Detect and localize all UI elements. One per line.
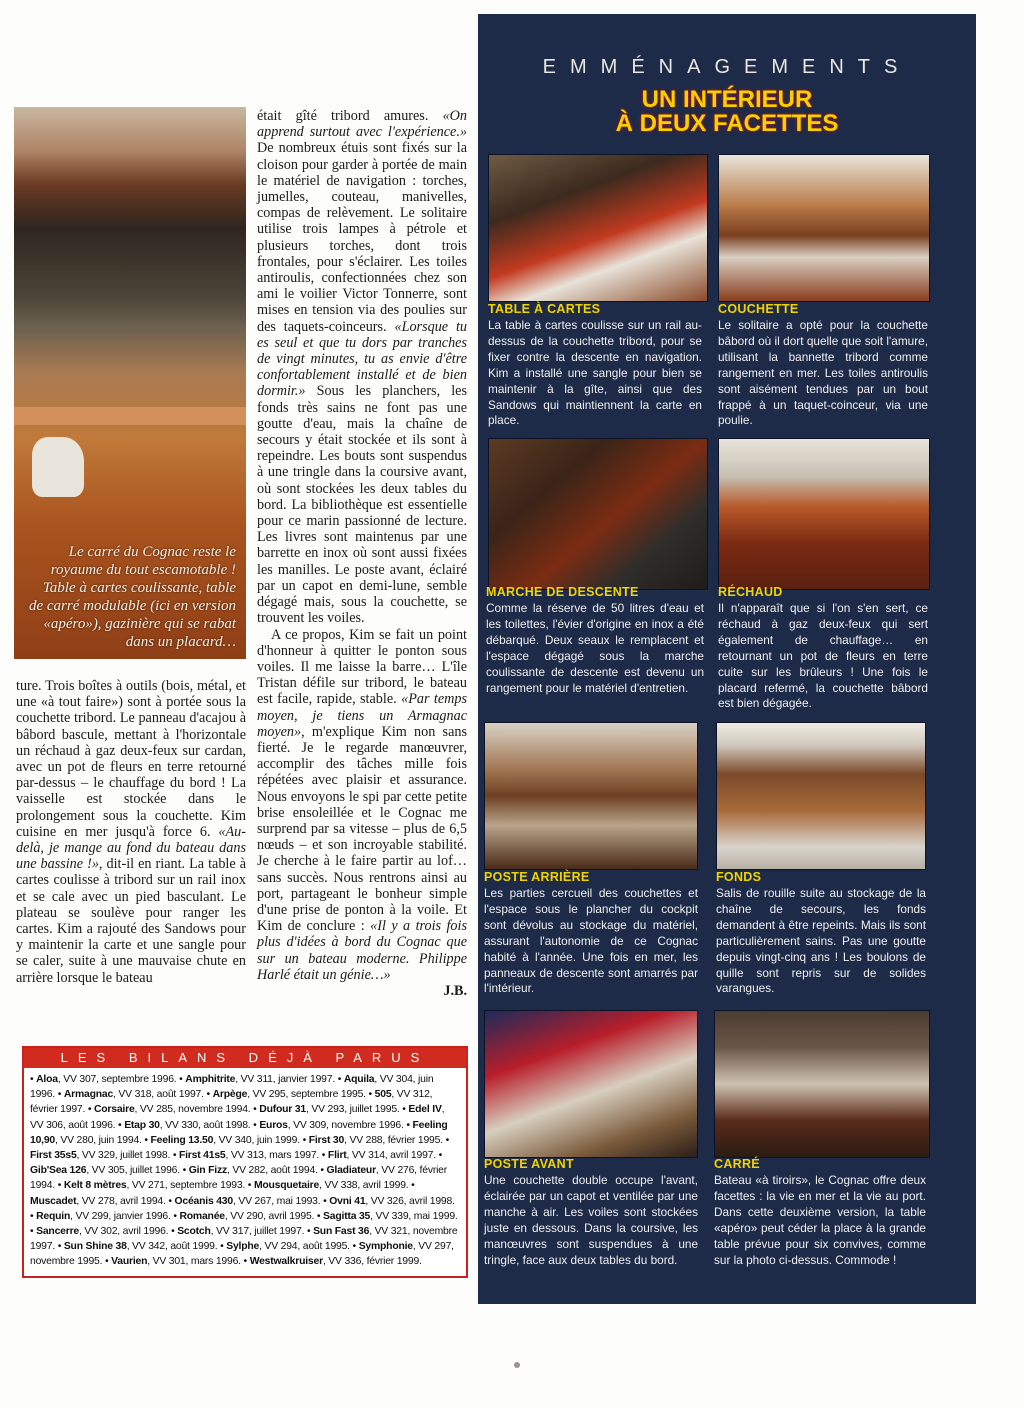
bullet: • <box>85 1104 94 1116</box>
bullet: • <box>176 1074 186 1085</box>
paragraph: A ce propos, Kim se fait un point d'honneur à quitter le ponton sous voiles. Il me laisse la barre… L'île Tristan défile sur tribord, le bateau est facile, rapide, stable. «Par temps moyen, je tiens un Armagnac moyen», m'explique Kim non sans fierté. Je le regarde manœuvrer, accomplir des tâches mille fois répétées avec plaisir et assurance. Nous envoyons le spi par cette petite brise ensoleillée et le Cognac me surprend par sa vitesse – plus de 6,5 nœuds – et son incroyable stabilité. Je cherche à le faire partir au lof… sans succès. Nous rentrons ainsi au port, partageant le bonheur simple d'une prise de ponton à la voile. Et Kim de conclure : «Il y a trois fois plus d'idées à bord du Cognac que sur un bateau moderne. Philippe Harlé était un génie…» <box>257 626 467 983</box>
bullet: • <box>442 1134 450 1146</box>
bilan-entry <box>241 1256 422 1267</box>
bilan-name: Requin <box>36 1210 71 1222</box>
bilan-entry <box>168 1226 304 1237</box>
bilan-entry <box>250 1104 399 1115</box>
bilan-entry <box>171 1211 315 1222</box>
bullet: • <box>319 1150 328 1162</box>
bullet: • <box>365 1089 375 1101</box>
bilan-ref: , VV 301, mars 1996. <box>147 1256 241 1268</box>
bilan-ref: , VV 293, juillet 1995. <box>306 1104 400 1116</box>
bullet: • <box>408 1180 415 1192</box>
bilan-ref: , VV 306, août 1996. <box>30 1104 445 1131</box>
bullet: • <box>250 1119 260 1131</box>
bilan-entry <box>30 1226 168 1237</box>
bilan-name: Etap 30 <box>124 1119 160 1131</box>
bullet: • <box>403 1119 413 1131</box>
bilan-name: Armagnac <box>63 1089 114 1101</box>
article-column-right <box>257 108 467 999</box>
bullet: • <box>399 1104 409 1116</box>
bilan-name: Romanée <box>179 1210 225 1222</box>
bilan-ref: , VV 278, avril 1994. <box>76 1195 166 1207</box>
bullet: • <box>30 1074 37 1085</box>
bullet: • <box>102 1256 112 1268</box>
caption-marche-de-descente: MARCHE DE DESCENTE Comme la réserve de 50 litres d'eau et les toilettes, l'évier d'origine en inox a été débarqué. Deux seaux le remplacent et l'espace dégagé sous la marche coulissante de descente est devenu un rangement pour le matériel d'entretien. <box>486 585 704 695</box>
bilan-name: Dufour 31 <box>259 1104 306 1116</box>
bilan-entry <box>320 1196 454 1207</box>
bilan-ref: , VV 305, juillet 1996. <box>86 1165 180 1177</box>
caption-couchette: COUCHETTE Le solitaire a opté pour la couchette bâbord où il dort quelle que soit l'amure, utilisant la bannette tribord comme rangement en mer. Les toiles antiroulis sont aisément tendues par un bout frappé à un taquet-coinceur, via une poulie. <box>718 302 928 428</box>
bilan-name: Westwalkruiser <box>249 1256 323 1268</box>
bilan-name: Edel IV <box>408 1104 442 1116</box>
bilan-name: Amphitrite <box>185 1074 236 1085</box>
bilan-name: Sancerre <box>36 1226 80 1238</box>
bilan-ref: , VV 276, février 1994. <box>30 1165 448 1192</box>
bilan-name: Sylphe <box>226 1241 260 1253</box>
bilans-title: LES BILANS DÉJÀ PARUS <box>24 1048 466 1068</box>
author-signature: J.B. <box>443 982 467 999</box>
bilan-entry <box>170 1150 319 1161</box>
bilan-entry <box>55 1089 204 1100</box>
bilan-ref: , VV 312, février 1997. <box>30 1089 433 1116</box>
bullet: • <box>30 1226 37 1238</box>
caption-rechaud: RÉCHAUD Il n'apparaît que si l'on s'en sert, ce réchaud à gaz deux-feux qui sert également de chauffage… en retournant un pot de fleurs en terre cuite sur les brûleurs ! Une fois le placard refermé, la couchette bâbord est bien dégagée. <box>718 585 928 711</box>
bullet: • <box>299 1134 309 1146</box>
bilan-name: Vaurien <box>111 1256 148 1268</box>
section-title: EMMÉNAGEMENTS <box>542 56 912 78</box>
bullet: • <box>141 1134 151 1146</box>
bullet: • <box>179 1165 189 1177</box>
photo-rechaud <box>718 438 930 590</box>
photo-bag <box>32 437 84 497</box>
bullet: • <box>320 1195 330 1207</box>
punch-mark <box>514 1362 520 1368</box>
bilan-ref: , VV 309, novembre 1996. <box>287 1119 404 1131</box>
bilan-ref: , VV 340, juin 1999. <box>213 1134 300 1146</box>
bilan-ref: , VV 329, juillet 1998. <box>76 1150 171 1162</box>
bilan-ref: , VV 295, septembre 1995. <box>247 1089 366 1101</box>
bilan-ref: , VV 330, août 1998. <box>159 1119 251 1131</box>
bilan-ref: , VV 282, août 1994. <box>226 1165 318 1177</box>
bilan-ref: , VV 299, janvier 1996. <box>70 1210 171 1222</box>
bilan-name: 505 <box>374 1089 392 1101</box>
paragraph: était gîté tribord amures. «On apprend surtout avec l'expérience.» De nombreux étuis sont fixés sur la cloison pour garder à portée de main le matériel de navigation : torches, jumelles, couteau, manivelles, compas de relèvement. Le solitaire utilise trois lampes à pétrole et plusieurs torches, dont trois frontales, pour s'éclairer. Les toiles antiroulis, confectionnées chez son ami le voilier Victor Tonnerre, sont mises en tension via des poulies sur des taquets-coinceurs. «Lorsque tu es seul et que tu dors par tranches de vingt minutes, tu as envie d'être confortablement installé et de bien dormir.» Sous les planchers, les fonds très sains ne font pas une goutte d'eau, mais la chaîne de secours y était stockée et ils sont à repeindre. Les bouts sont suspendus à une tringle dans la coursive avant, où sont stockées les deux tables du bord. La bibliothèque est essentielle pour ce marin passionné de lecture. Les livres sont maintenus par une barrette en inox où sont aussi fixées les manilles. Le poste avant, éclairé par un capot en demi-lune, semble dégagé mais, sous la couchette, se trouvent les voiles. <box>257 108 467 627</box>
caption-carre: CARRÉ Bateau «à tiroirs», le Cognac offre deux facettes : la vie en mer et la vie au port. Dans cette deuxième version, la table «apéro» peut céder la place à la grande table prévue pour six convives, comme sur la photo ci-dessus. Commode ! <box>714 1157 926 1267</box>
bilan-ref: , VV 297, novembre 1995. <box>30 1241 454 1268</box>
bilan-entry <box>300 1135 443 1146</box>
bilan-ref: , VV 314, avril 1997. <box>346 1150 436 1162</box>
bullet: • <box>170 1150 179 1162</box>
bilan-entry <box>319 1150 436 1161</box>
bullet: • <box>165 1195 175 1207</box>
photo-poste-avant <box>484 1010 698 1158</box>
bilan-ref: , VV 294, août 1995. <box>259 1241 350 1253</box>
photo-shelf <box>14 407 246 425</box>
main-photo-caption: Le carré du Cognac reste le royaume du tout escamotable ! Table à cartes coulissante, table de carré modulable (ici en version «apéro»), gazinière qui se rabat dans un placard… <box>28 544 236 650</box>
bilan-ref: , VV 307, septembre 1996. <box>57 1074 177 1085</box>
bilan-name: Muscadet <box>30 1195 77 1207</box>
bilan-entry <box>245 1180 408 1191</box>
bilan-name: First 41s5 <box>178 1150 226 1162</box>
bilan-entry <box>142 1135 300 1146</box>
bilan-entry <box>85 1104 250 1115</box>
article-column-left <box>16 678 246 986</box>
bilan-ref: , VV 302, avril 1996. <box>79 1226 169 1238</box>
bilan-name: Scotch <box>177 1226 211 1238</box>
bilan-entry <box>180 1165 318 1176</box>
bilan-name: First 35s5 <box>30 1150 77 1162</box>
bilan-entry <box>176 1074 335 1085</box>
caption-poste-avant: POSTE AVANT Une couchette double occupe l'avant, éclairée par un capot et ventilée par une manche à air. Les voiles sont stockées juste en dessous. Dans la coursive, les manœuvres sont suspendues à une tringle, face aux deux tables du bord. <box>484 1157 698 1267</box>
bullet: • <box>55 1180 64 1192</box>
bilan-name: Symphonie <box>358 1241 413 1253</box>
photo-table-a-cartes <box>488 154 708 302</box>
bilan-entry <box>204 1089 366 1100</box>
bilan-name: Feeling 13.50 <box>150 1134 214 1146</box>
bilan-name: Arpège <box>212 1089 248 1101</box>
bilan-ref: , VV 290, avril 1995. <box>224 1210 315 1222</box>
bilan-entry <box>55 1241 217 1252</box>
bilan-name: Flirt <box>327 1150 347 1162</box>
bilan-name: Kelt 8 mètres <box>63 1180 127 1192</box>
bilans-list <box>24 1068 466 1274</box>
bilan-ref: , VV 326, avril 1998. <box>365 1195 455 1207</box>
bilan-name: Ovni 41 <box>329 1195 366 1207</box>
bilan-name: Sagitta 35 <box>323 1210 371 1222</box>
bilan-entry <box>55 1180 245 1191</box>
bilan-name: Sun Fast 36 <box>313 1226 370 1238</box>
bullet: • <box>304 1226 314 1238</box>
bilan-name: Corsaire <box>93 1104 135 1116</box>
photo-carre <box>714 1010 930 1158</box>
bullet: • <box>30 1210 37 1222</box>
bullet: • <box>203 1089 213 1101</box>
bilan-ref: , VV 342, août 1999. <box>126 1241 218 1253</box>
bilan-name: Aquila <box>343 1074 375 1085</box>
bilans-box <box>22 1046 468 1278</box>
bilan-ref: , VV 271, septembre 1993. <box>126 1180 246 1192</box>
photo-marche-de-descente <box>488 438 708 590</box>
bilan-ref: , VV 313, mars 1997. <box>225 1150 320 1162</box>
bilan-name: Feeling 10,90 <box>30 1119 448 1146</box>
bilan-entry <box>30 1074 176 1085</box>
caption-table-a-cartes: TABLE À CARTES La table à cartes coulisse sur un rail au-dessus de la couchette tribord, pour se fixer contre la descente en navigation. Kim a installé une sangle pour bien se maintenir à la gîte, ainsi que des Sandows qui maintiennent la carte en place. <box>488 302 702 428</box>
bilan-name: Euros <box>259 1119 288 1131</box>
photo-poste-arriere <box>484 722 698 870</box>
bullet: • <box>240 1256 250 1268</box>
bullet: • <box>217 1241 227 1253</box>
bilan-name: Mousquetaire <box>253 1180 320 1192</box>
bullet: • <box>435 1150 443 1162</box>
bullet: • <box>115 1119 125 1131</box>
photo-couchette <box>718 154 930 302</box>
bullet: • <box>250 1104 260 1116</box>
panel-headline: UN INTÉRIEUR À DEUX FACETTES <box>615 86 839 137</box>
bilan-entry <box>251 1120 404 1131</box>
bullet: • <box>314 1210 324 1222</box>
bullet: • <box>55 1089 64 1101</box>
bilan-entry <box>115 1120 250 1131</box>
bilan-name: Aloa <box>36 1074 58 1085</box>
bilan-ref: , VV 321, novembre 1997. <box>30 1226 458 1253</box>
bilan-ref: , VV 311, janvier 1997. <box>235 1074 336 1085</box>
photo-fonds <box>716 722 926 870</box>
bilan-ref: , VV 318, août 1997. <box>113 1089 204 1101</box>
bullet: • <box>245 1180 254 1192</box>
bullet: • <box>317 1165 327 1177</box>
bilan-name: Sun Shine 38 <box>63 1241 127 1253</box>
main-cabin-photo <box>14 107 246 659</box>
bilan-entry <box>217 1241 349 1252</box>
bilan-ref: , VV 304, juin 1996. <box>30 1074 434 1101</box>
caption-poste-arriere: POSTE ARRIÈRE Les parties cercueil des couchettes et l'espace sous le plancher du cockpit sont dévolus au stockage du matériel, assurant l'autonomie de ce Cognac habité à l'année. Une fois en mer, les panneaux de descente sont amarrés par l'intérieur. <box>484 870 698 996</box>
bullet: • <box>349 1241 359 1253</box>
bilan-name: Gin Fizz <box>188 1165 227 1177</box>
bilan-ref: , VV 339, mai 1999. <box>370 1210 458 1222</box>
bilan-ref: , VV 336, février 1999. <box>322 1256 422 1268</box>
bilan-entry <box>102 1256 241 1267</box>
bilan-ref: , VV 338, avril 1999. <box>319 1180 409 1192</box>
emmenagements-panel <box>478 14 976 1304</box>
caption-fonds: FONDS Salis de rouille suite au stockage de la chaîne de secours, les fonds demandent à être repeints. Mais ils sont particulièrement sains. Pas une goutte depuis vingt-cinq ans ! Les boulons de quille sont repris sur de solides varangues. <box>716 870 926 996</box>
bullet: • <box>55 1241 64 1253</box>
bilan-name: Océanis 430 <box>174 1195 233 1207</box>
bilan-ref: , VV 280, juin 1994. <box>55 1134 142 1146</box>
paragraph: ture. Trois boîtes à outils (bois, métal, et une «à tout faire») sont à portée sous la couchette tribord. Le panneau d'acajou à bâbord bascule, mettant à l'horizontale un réchaud à gaz deux-feux sur cardan, avec un pot de fleurs en terre retourné par-dessus – le chauffage du bord ! La vaisselle est stockée dans le prolongement sous la couchette. Kim cuisine en mer jusqu'à force 6. «Au-delà, je mange au fond du bateau dans une bassine !», dit-il en riant. La table à cartes coulisse à tribord sur un rail inox et se cale avec un pied basculant. Le plateau se soulève pour ranger les cartes. Kim a rajouté des Sandows pour y maintenir la carte et une sangle pour se caler, suite à une mauvaise chute en arrière lorsque le bateau <box>16 678 246 986</box>
bilan-name: First 30 <box>308 1134 345 1146</box>
bilan-entry <box>30 1211 171 1222</box>
bilan-ref: , VV 317, juillet 1997. <box>210 1226 305 1238</box>
bullet: • <box>168 1226 178 1238</box>
bilan-ref: , VV 288, février 1995. <box>344 1134 443 1146</box>
bilan-name: Gladiateur <box>326 1165 376 1177</box>
bilan-entry <box>166 1196 321 1207</box>
bullet: • <box>170 1210 180 1222</box>
bullet: • <box>335 1074 344 1085</box>
bilan-entry <box>314 1211 457 1222</box>
bilan-name: Gib'Sea 126 <box>30 1165 87 1177</box>
bilan-ref: , VV 285, novembre 1994. <box>134 1104 251 1116</box>
bilan-ref: , VV 267, mai 1993. <box>232 1195 321 1207</box>
